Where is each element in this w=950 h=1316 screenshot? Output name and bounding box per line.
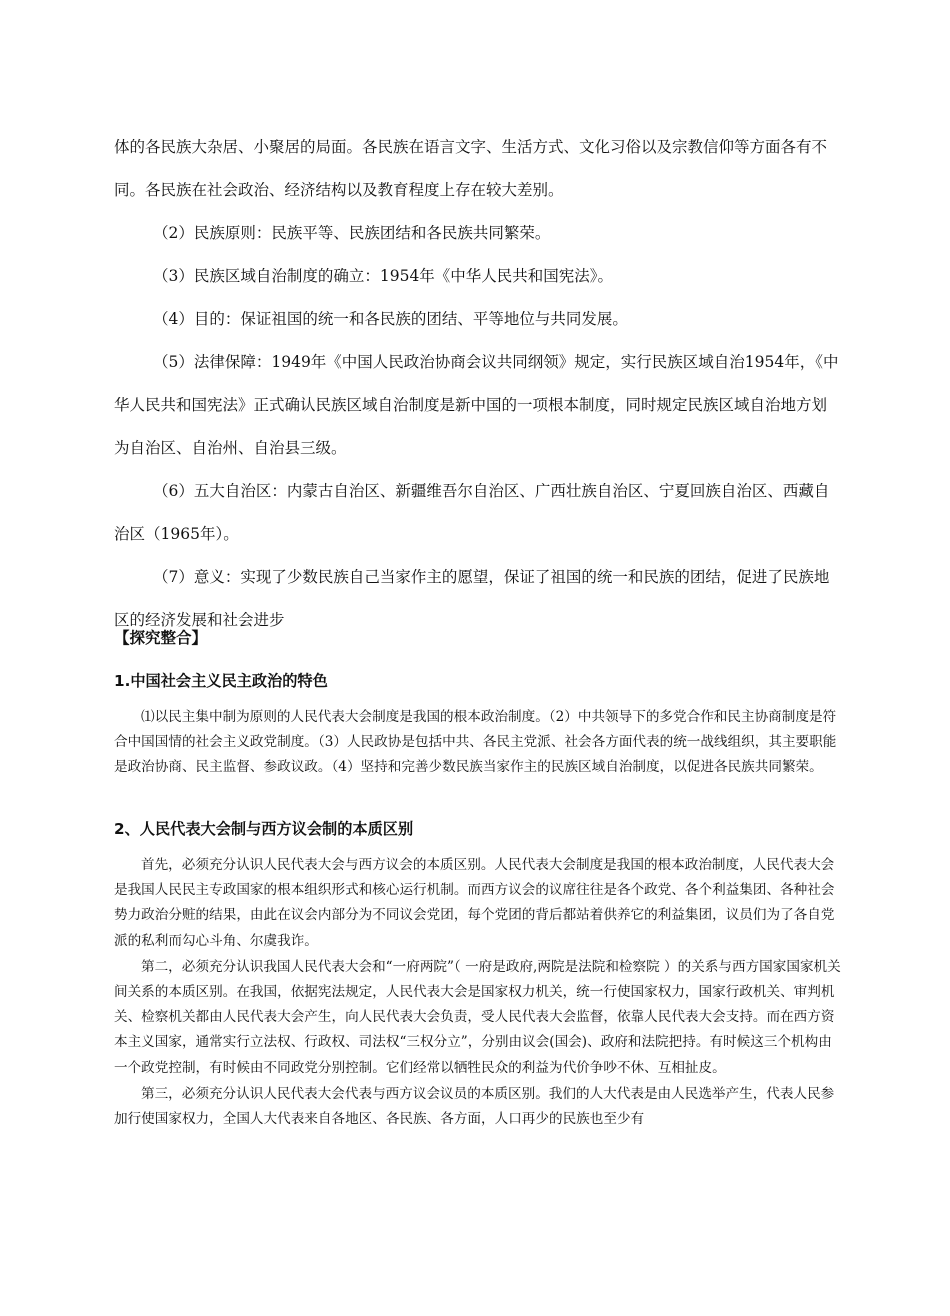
paragraph-principle: （2）民族原则：民族平等、民族团结和各民族共同繁荣。 — [153, 224, 551, 242]
paragraph-legal-basis: （5）法律保障：1949年《中国人民政治协商会议共同纲领》规定，实行民族区域自治1954年，《中华人民共和国宪法》正式确认民族区域自治制度是新中国的一项根本制度，同时规定民族区域自治地方划为自治区、自治州、自治县三级。 — [114, 353, 839, 457]
section-title: 【探究整合】 — [114, 629, 208, 647]
difference-paragraph-third: 第三，必须充分认识人民代表大会代表与西方议会议员的本质区别。我们的人大代表是由人民选举产生，代表人民参加行使国家权力，全国人大代表来自各地区、各民族、各方面，人口再少的民族也至少有 — [114, 1085, 835, 1128]
paragraph-purpose: （4）目的：保证祖国的统一和各民族的团结、平等地位与共同发展。 — [153, 310, 628, 328]
difference-paragraph-second: 第二，必须充分认识我国人民代表大会和“一府两院”（ 一府是政府,两院是法院和检察院 ）的关系与西方国家国家机关间关系的本质区别。在我国，依据宪法规定，人民代表大会是国家权力机关，统一行使国家权力，国家行政机关、审判机关、检察机关都由人民代表大会产生，向人民代表大会负责，受人民代表大会监督，依靠人民代表大会支持。而在西方资本主义国家，通常实行立法权、行政权、司法权“三权分立”，分别由议会(国会)、政府和法院把持。有时候这三个机构由一个政党控制，有时候由不同政党分别控制。它们经常以牺牲民众的利益为代价争吵不休、互相扯皮。 — [114, 958, 841, 1076]
heading-difference: 2、人民代表大会制与西方议会制的本质区别 — [114, 820, 414, 838]
features-body — [114, 705, 842, 782]
paragraph-continuation: 体的各民族大杂居、小聚居的局面。各民族在语言文字、生活方式、文化习俗以及宗教信仰等方面各有不同。各民族在社会政治、经济结构以及教育程度上存在较大差别。 — [114, 138, 828, 199]
heading-features: 1.中国社会主义民主政治的特色 — [114, 672, 328, 690]
difference-paragraph-first: 首先，必须充分认识人民代表大会与西方议会的本质区别。人民代表大会制度是我国的根本政治制度，人民代表大会是我国人民民主专政国家的根本组织形式和核心运行机制。而西方议会的议席往往是各个政党、各个利益集团、各种社会势力政治分赃的结果，由此在议会内部分为不同议会党团，每个党团的背后都站着供养它的利益集团，议员们为了各自党派的私利而勾心斗角、尔虞我诈。 — [114, 857, 835, 949]
autonomy-section — [114, 126, 842, 642]
difference-body — [114, 853, 842, 1133]
paragraph-establishment: （3）民族区域自治制度的确立：1954年《中华人民共和国宪法》。 — [153, 267, 614, 285]
paragraph-five-regions: （6）五大自治区：内蒙古自治区、新疆维吾尔自治区、广西壮族自治区、宁夏回族自治区、西藏自治区（1965年）。 — [114, 482, 830, 543]
features-paragraph: ⑴以民主集中制为原则的人民代表大会制度是我国的根本政治制度。（2）中共领导下的多党合作和民主协商制度是符合中国国情的社会主义政党制度。（3）人民政协是包括中共、各民主党派、社会各方面代表的统一战线组织，其主要职能是政治协商、民主监督、参政议政。（4）坚持和完善少数民族当家作主的民族区域自治制度，以促进各民族共同繁荣。 — [114, 709, 837, 776]
paragraph-significance: （7）意义：实现了少数民族自己当家作主的愿望，保证了祖国的统一和民族的团结，促进了民族地区的经济发展和社会进步 — [114, 568, 830, 629]
